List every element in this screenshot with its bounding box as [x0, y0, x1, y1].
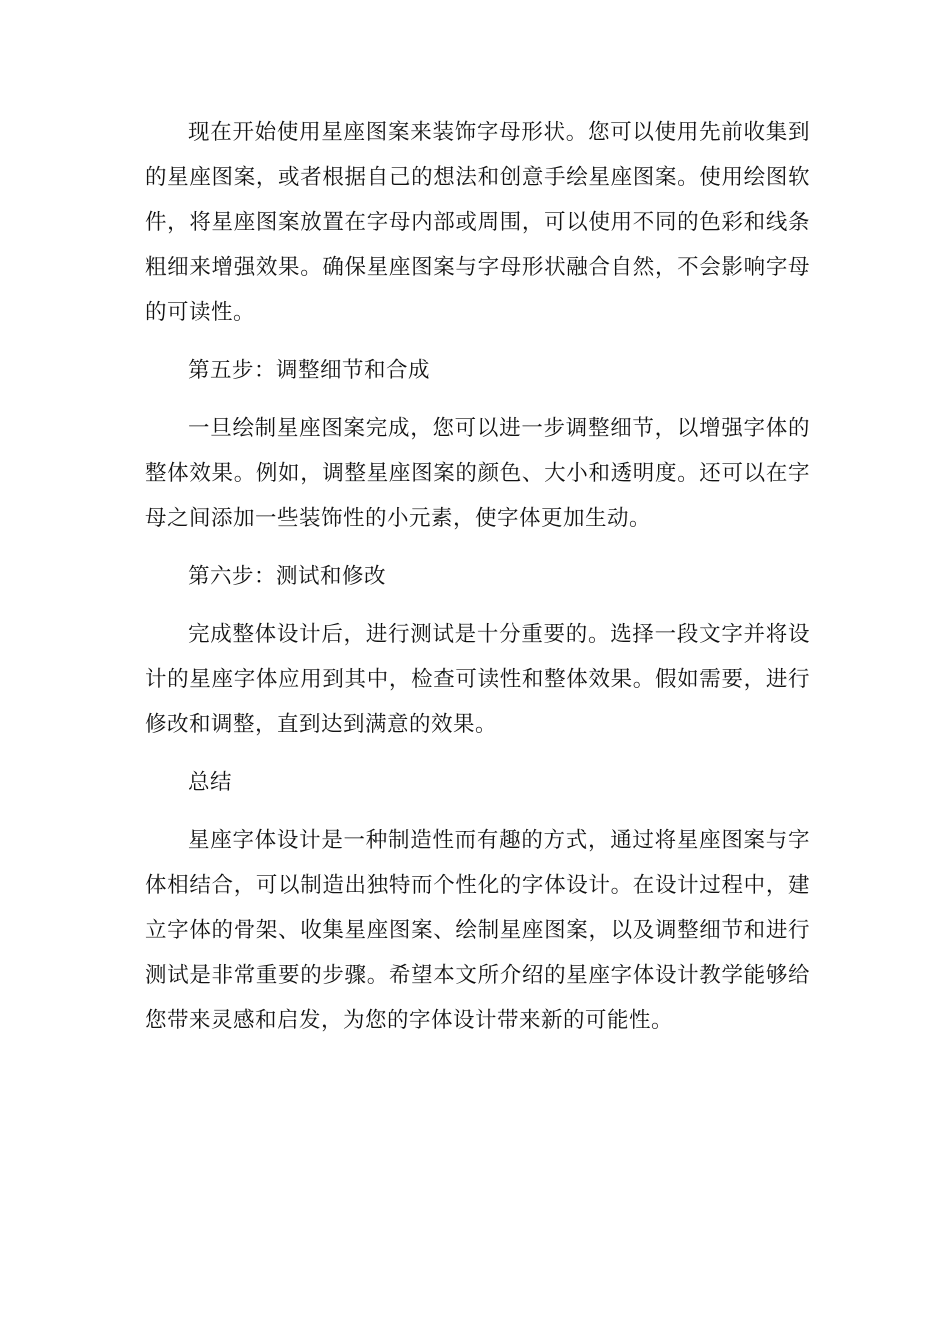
- paragraph-decorate-letters: 现在开始使用星座图案来装饰字母形状。您可以使用先前收集到的星座图案，或者根据自己的想法和创意手绘星座图案。使用绘图软件，将星座图案放置在字母内部或周围，可以使用不同的色彩和线条粗细来增强效果。确保星座图案与字母形状融合自然，不会影响字母的可读性。: [145, 120, 810, 325]
- paragraph-adjust-details: 一旦绘制星座图案完成，您可以进一步调整细节，以增强字体的整体效果。例如，调整星座图案的颜色、大小和透明度。还可以在字母之间添加一些装饰性的小元素，使字体更加生动。: [145, 416, 810, 531]
- heading-summary: 总结: [188, 770, 233, 795]
- paragraph-testing: 完成整体设计后，进行测试是十分重要的。选择一段文字并将设计的星座字体应用到其中，检查可读性和整体效果。假如需要，进行修改和调整，直到达到满意的效果。: [145, 622, 810, 737]
- document-body: [145, 110, 810, 1056]
- paragraph-summary: 星座字体设计是一种制造性而有趣的方式，通过将星座图案与字体相结合，可以制造出独特而个性化的字体设计。在设计过程中，建立字体的骨架、收集星座图案、绘制星座图案，以及调整细节和进行测试是非常重要的步骤。希望本文所介绍的星座字体设计教学能够给您带来灵感和启发，为您的字体设计带来新的可能性。: [145, 828, 810, 1033]
- heading-step-five: 第五步：调整细节和合成: [188, 358, 431, 383]
- heading-step-six: 第六步：测试和修改: [188, 564, 387, 589]
